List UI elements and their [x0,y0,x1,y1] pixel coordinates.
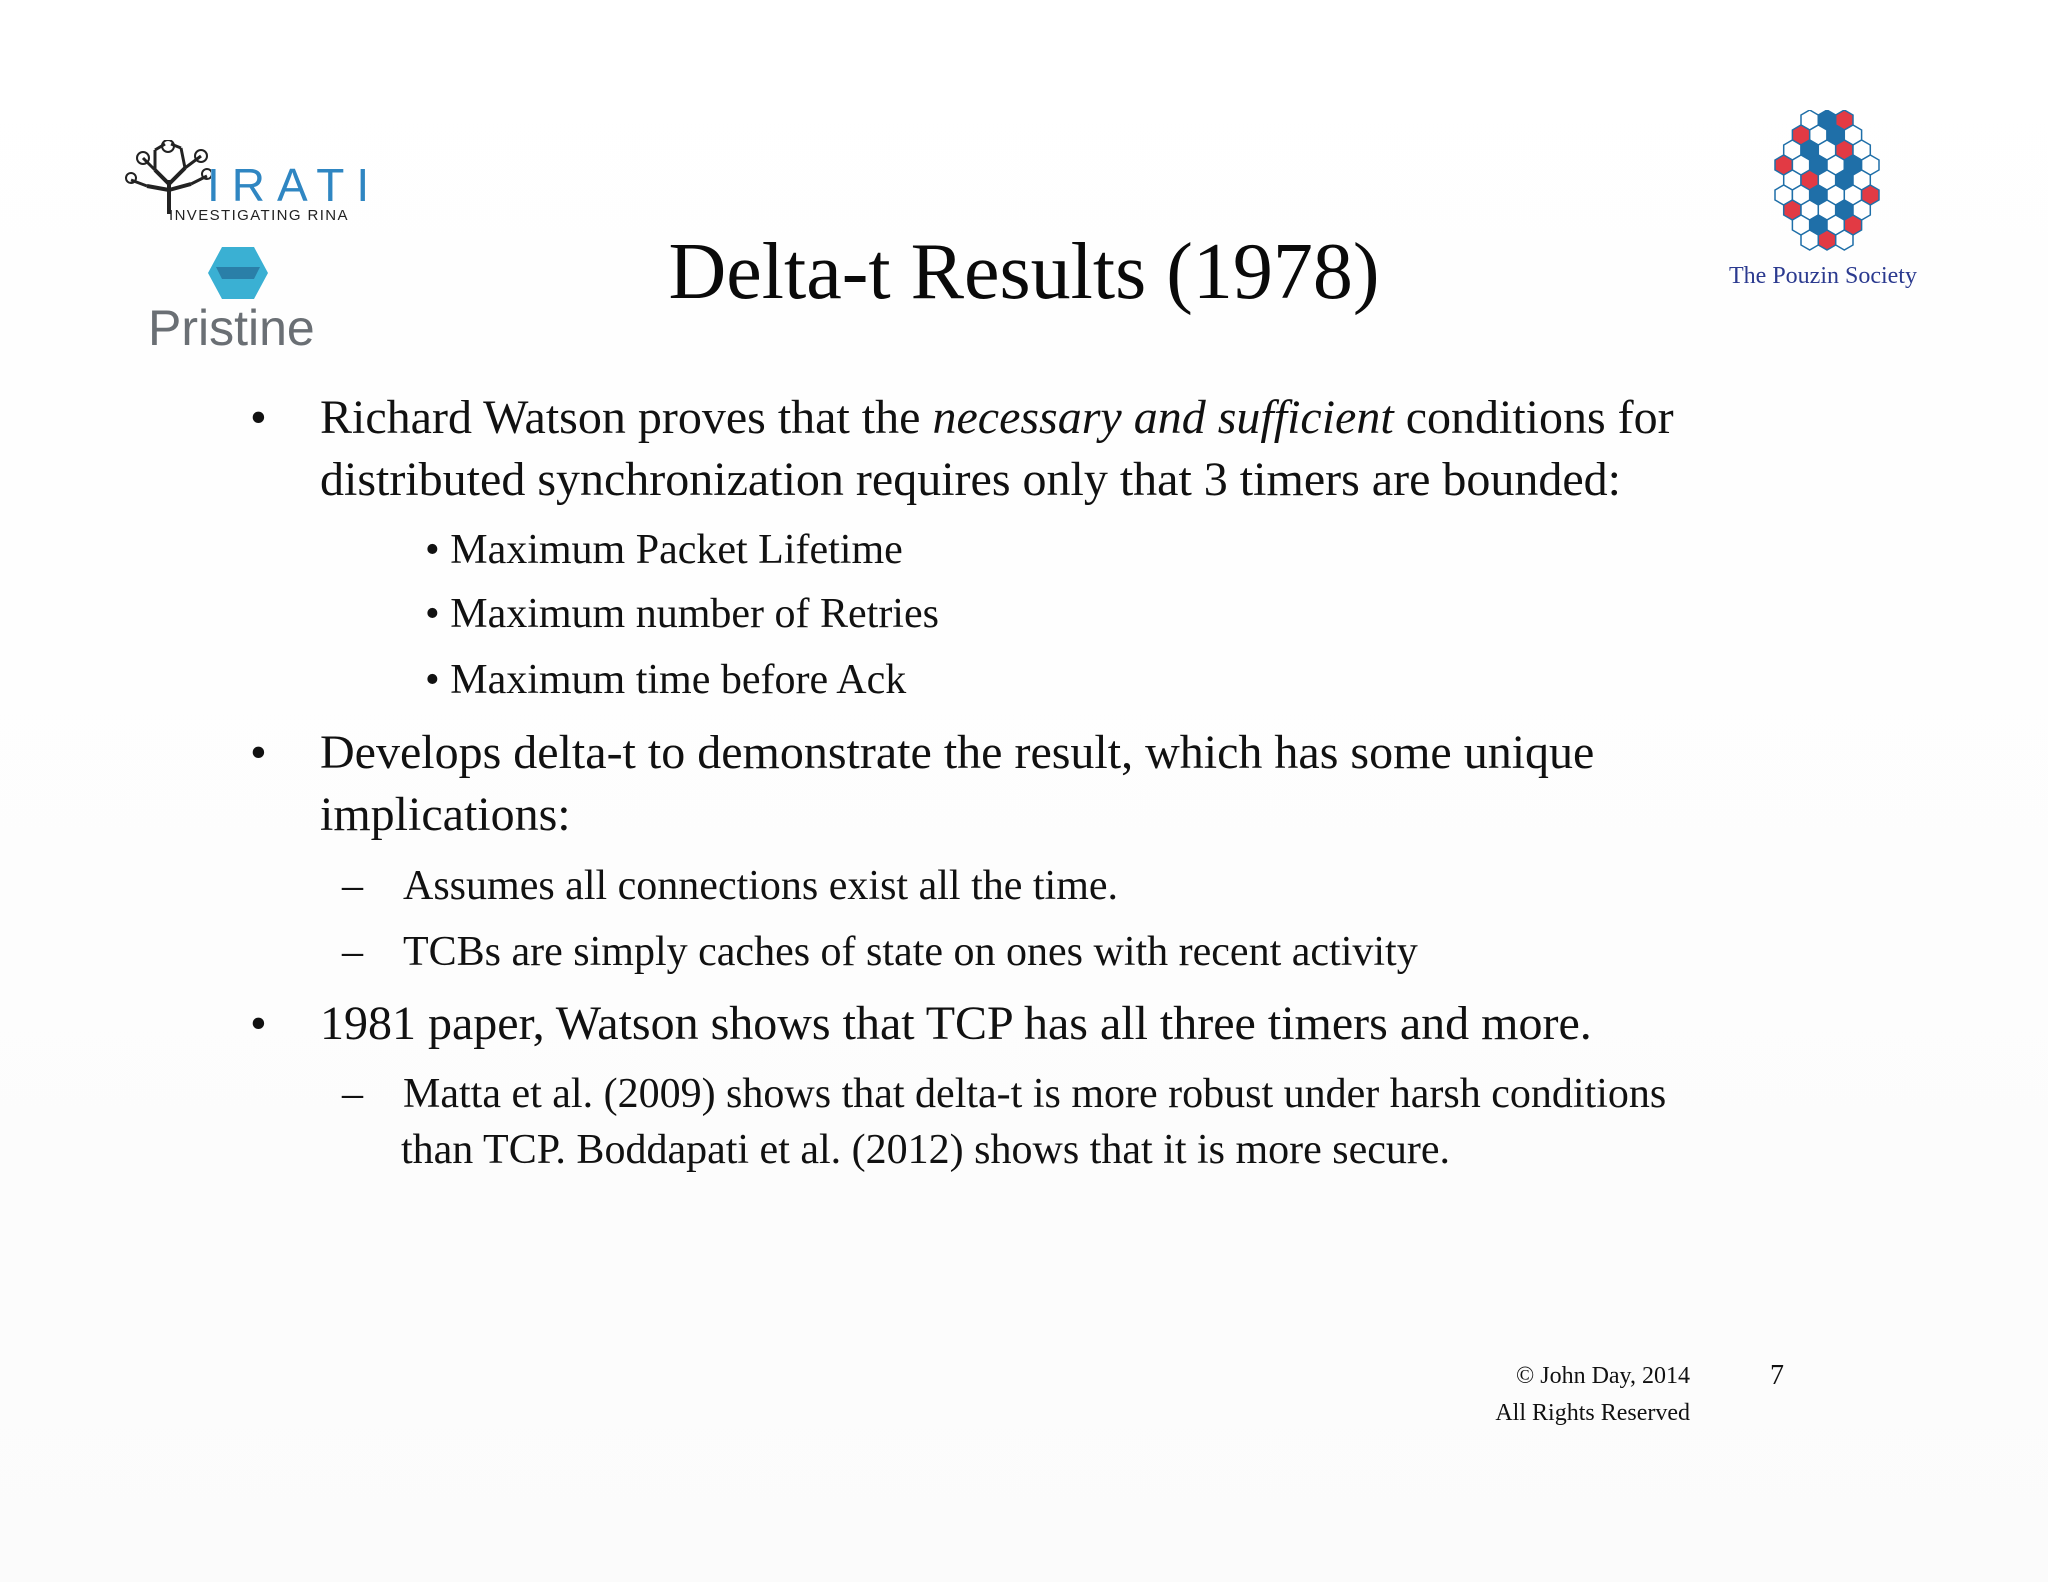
rights-line: All Rights Reserved [1495,1400,1690,1426]
sub-bullet: • Maximum number of Retries [425,591,939,637]
irati-logo [125,140,395,230]
emphasis-text: necessary and sufficient [932,391,1394,444]
bullet-1-line-1: Richard Watson proves that the necessary and sufficient conditions for [320,391,1674,444]
copyright-notice [1400,1358,1690,1432]
slide-title: Delta-t Results (1978) [668,228,1380,316]
copyright-line: © John Day, 2014 [1516,1363,1690,1389]
tree-icon [125,140,211,214]
dash-item-continued: than TCP. Boddapati et al. (2012) shows that it is more secure. [401,1127,1451,1173]
irati-word: IRATI [207,159,382,211]
bullet-marker: • [250,391,267,444]
irati-tagline: INVESTIGATING RINA [169,207,349,224]
dash-marker: – [342,863,363,909]
dash-item: – TCBs are simply caches of state on ones with recent activity [342,929,1418,975]
dash-item: – Assumes all connections exist all the time. [342,863,1119,909]
bullet-3-line-1: 1981 paper, Watson shows that TCP has all three timers and more. [320,997,1592,1050]
sub-bullet: • Maximum time before Ack [425,657,907,703]
pristine-word: Pristine [148,300,315,356]
sub-bullet: • Maximum Packet Lifetime [425,527,903,573]
dash-marker: – [342,929,363,975]
bullet-1-line-2: distributed synchronization requires only that 3 timers are bounded: [320,453,1622,506]
pouzin-society-name: The Pouzin Society [1729,263,1917,289]
bullet-marker: • [250,726,267,779]
bullet-2-line-1: Develops delta-t to demonstrate the result, which has some unique [320,726,1595,779]
dash-item: – Matta et al. (2009) shows that delta-t is more robust under harsh conditions [342,1071,1667,1117]
bullet-2-line-2: implications: [320,788,571,841]
bullet-marker: • [250,997,267,1050]
dash-marker: – [342,1071,363,1117]
page-number: 7 [1770,1360,1784,1391]
